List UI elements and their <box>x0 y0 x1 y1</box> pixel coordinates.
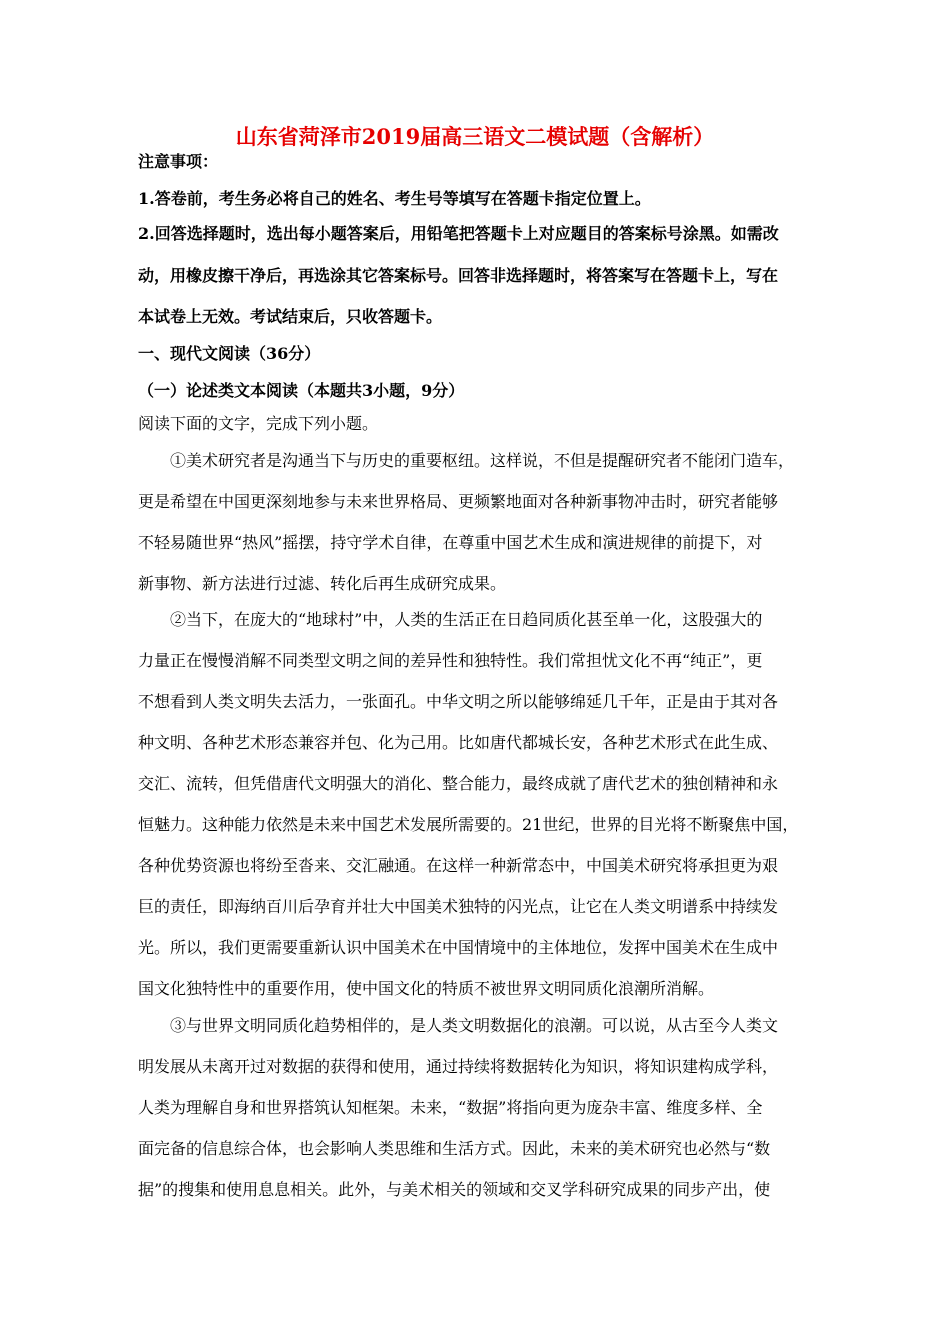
notice-item-2-line-3: 本试卷上无效。考试结束后，只收答题卡。 <box>138 307 443 326</box>
paragraph-2-line: 恒魅力。这种能力依然是未来中国艺术发展所需要的。21世纪，世界的目光将不断聚焦中国， <box>138 815 799 834</box>
notice-item-2-line-2: 动，用橡皮擦干净后，再选涂其它答案标号。回答非选择题时，将答案写在答题卡上，写在 <box>138 266 779 285</box>
paragraph-3-line: 明发展从未离开过对数据的获得和使用，通过持续将数据转化为知识，将知识建构成学科， <box>138 1057 779 1076</box>
paragraph-2-line: 不想看到人类文明失去活力，一张面孔。中华文明之所以能够绵延几千年，正是由于其对各 <box>138 692 779 711</box>
paragraph-2-line: 光。所以，我们更需要重新认识中国美术在中国情境中的主体地位，发挥中国美术在生成中 <box>138 938 779 957</box>
paragraph-1-line: 不轻易随世界“热风”摇摆，持守学术自律，在尊重中国艺术生成和演进规律的前提下，对 <box>138 533 763 552</box>
paragraph-2-line: 巨的责任，即海纳百川后孕育并壮大中国美术独特的闪光点，让它在人类文明谱系中持续发 <box>138 897 779 916</box>
paragraph-2-line: 种文明、各种艺术形态兼容并包、化为己用。比如唐代都城长安，各种艺术形式在此生成、 <box>138 733 779 752</box>
paragraph-3-line: 据”的搜集和使用息息相关。此外，与美术相关的领域和交叉学科研究成果的同步产出，使 <box>138 1180 771 1199</box>
paragraph-2-line: 国文化独特性中的重要作用，使中国文化的特质不被世界文明同质化浪潮所消解。 <box>138 979 715 998</box>
paragraph-3-line: 人类为理解自身和世界搭筑认知框架。未来，“数据”将指向更为庞杂丰富、维度多样、全 <box>138 1098 763 1117</box>
paragraph-3-line: ③与世界文明同质化趋势相伴的，是人类文明数据化的浪潮。可以说，从古至今人类文 <box>170 1016 779 1035</box>
paragraph-1-line: ①美术研究者是沟通当下与历史的重要枢纽。这样说，不但是提醒研究者不能闭门造车， <box>170 451 795 470</box>
reading-instruction: 阅读下面的文字，完成下列小题。 <box>138 414 379 433</box>
page-title: 山东省菏泽市2019届高三语文二模试题（含解析） <box>235 124 715 149</box>
paragraph-3-line: 面完备的信息综合体，也会影响人类思维和生活方式。因此，未来的美术研究也必然与“数 <box>138 1139 771 1158</box>
paragraph-2-line: 交汇、流转，但凭借唐代文明强大的消化、整合能力，最终成就了唐代艺术的独创精神和永 <box>138 774 779 793</box>
subsection-heading: （一）论述类文本阅读（本题共3小题，9分） <box>138 381 465 400</box>
paragraph-2-line: 力量正在慢慢消解不同类型文明之间的差异性和独特性。我们常担忧文化不再“纯正”，更 <box>138 651 763 670</box>
notice-heading: 注意事项： <box>138 152 219 171</box>
notice-item-1: 1.答卷前，考生务必将自己的姓名、考生号等填写在答题卡指定位置上。 <box>138 189 651 208</box>
paragraph-2-line: ②当下，在庞大的“地球村”中，人类的生活正在日趋同质化甚至单一化，这股强大的 <box>170 610 763 629</box>
paragraph-2-line: 各种优势资源也将纷至沓来、交汇融通。在这样一种新常态中，中国美术研究将承担更为艰 <box>138 856 779 875</box>
paragraph-1-line: 更是希望在中国更深刻地参与未来世界格局、更频繁地面对各种新事物冲击时，研究者能够 <box>138 492 779 511</box>
paragraph-1-line: 新事物、新方法进行过滤、转化后再生成研究成果。 <box>138 574 507 593</box>
section-heading: 一、现代文阅读（36分） <box>138 344 321 363</box>
notice-item-2-line-1: 2.回答选择题时，选出每小题答案后，用铅笔把答题卡上对应题目的答案标号涂黑。如需改 <box>138 224 779 243</box>
